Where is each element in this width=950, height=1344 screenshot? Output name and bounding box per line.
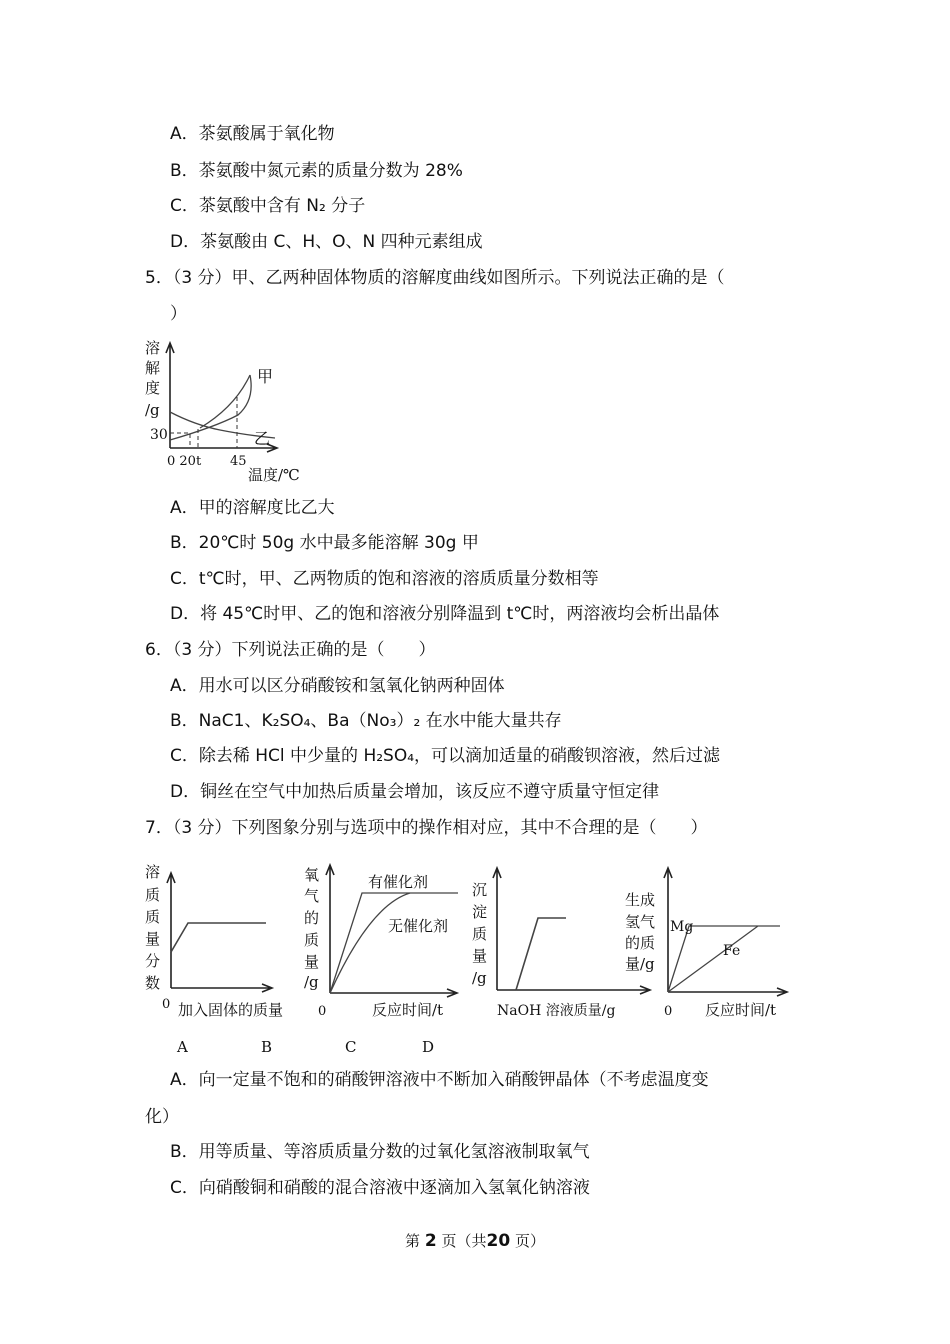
y-label-4: /g [145,401,160,419]
figure-label: 的 [304,909,320,927]
y-label-3: 度 [145,379,161,397]
figure-label: NaOH 溶液质量/g [497,1003,616,1019]
q4-option-d: D．茶氨酸由 C、H、O、N 四种元素组成 [170,232,483,252]
figure-label: 质 [304,931,320,949]
figure-label: 质 [472,925,488,943]
figure-tag-b: B [261,1038,273,1056]
figure-c [345,868,650,1056]
page-number: 2 [424,1231,437,1251]
q5-option-a: A．甲的溶解度比乙大 [170,498,335,518]
series-yi: 乙 [254,429,271,448]
figure-label: 的质 [625,934,656,952]
figure-label: 数 [145,974,161,992]
figure-label: 第 [405,1232,421,1250]
q7-option-a-cont: 化） [145,1107,179,1127]
figure-label: 0 [318,1004,327,1019]
figure-label: 量 [472,947,488,965]
figure-label: 反应时间/t [705,1001,777,1019]
y-tick-30: 30 [150,427,168,443]
figure-label: 量/g [625,955,655,973]
figure-label: 量 [145,930,161,948]
q4-option-b: B．茶氨酸中氮元素的质量分数为 28% [170,161,463,181]
q5-stem: 5．（3 分）甲、乙两种固体物质的溶解度曲线如图所示。下列说法正确的是（ [145,268,725,288]
series-jia: 甲 [257,367,274,386]
figure-label: 淀 [472,903,488,921]
figure-a [145,863,283,1056]
figure-tag-c: C [345,1038,357,1056]
figure-label: 质 [145,886,161,904]
figure-label: 有催化剂 [368,873,429,891]
figure-label: 气 [304,887,320,905]
figure-label: /g [472,969,487,987]
q6-stem: 6．（3 分）下列说法正确的是（ ） [145,640,436,660]
q5-option-b: B．20℃时 50g 水中最多能溶解 30g 甲 [170,533,479,553]
figure-label: 分 [145,952,161,970]
figure-label: Fe [723,943,741,959]
figure-tag-d: D [422,1038,435,1056]
figure-label: 氧 [304,866,320,884]
q7-option-a: A．向一定量不饱和的硝酸钾溶液中不断加入硝酸钾晶体（不考虑温度变 [170,1070,709,1090]
figure-label: 无催化剂 [388,917,449,935]
y-label-2: 解 [145,359,161,377]
x-ticks: 0 20t [167,454,202,469]
q6-option-a: A．用水可以区分硝酸铵和氢氧化钠两种固体 [170,676,505,696]
q4-option-a: A．茶氨酸属于氧化物 [170,124,335,144]
figure-label: 生成 [625,891,656,909]
x-label: 温度/℃ [248,466,300,484]
figure-label: 页（共 [441,1232,487,1250]
curve-jia [170,375,251,440]
q7-option-c: C．向硝酸铜和硝酸的混合溶液中逐滴加入氢氧化钠溶液 [170,1178,590,1198]
figure-label: 反应时间/t [372,1001,444,1019]
q6-option-b: B．NaC1、K₂SO₄、Ba（No₃）₂ 在水中能大量共存 [170,711,562,731]
figure-label: 沉 [472,881,488,899]
figure-label: 加入固体的质量 [178,1001,284,1019]
figure-tag-a: A [177,1038,188,1056]
q6-option-d: D．铜丝在空气中加热后质量会增加，该反应不遵守质量守恒定律 [170,782,660,802]
figure-label: Mg [670,919,694,935]
figure-label: /g [304,973,319,991]
q6-option-c: C．除去稀 HCl 中少量的 H₂SO₄，可以滴加适量的硝酸钡溶液，然后过滤 [170,746,721,766]
q5-option-c: C．t℃时，甲、乙两物质的饱和溶液的溶质质量分数相等 [170,569,599,589]
q7-option-b: B．用等质量、等溶质质量分数的过氧化氢溶液制取氧气 [170,1142,590,1162]
q5-stem-cont: ） [170,304,187,324]
figure-label: 氢气 [625,913,656,931]
q7-stem: 7．（3 分）下列图象分别与选项中的操作相对应，其中不合理的是（ ） [145,818,708,838]
curve-jia-upper [200,375,250,428]
figure-label: 0 [664,1004,673,1019]
x-tick-45: 45 [230,454,247,469]
figure-label: 溶 [145,863,161,881]
q5-option-d: D．将 45℃时甲、乙的饱和溶液分别降温到 t℃时，两溶液均会析出晶体 [170,604,720,624]
page-footer [0,1230,950,1251]
figure-label: 0 [162,997,171,1012]
figure-label: 页） [514,1232,545,1250]
y-label-1: 溶 [145,339,161,357]
page-total: 20 [486,1231,511,1251]
q4-option-c: C．茶氨酸中含有 N₂ 分子 [170,196,366,216]
figure-label: 质 [145,908,161,926]
figure-b [261,865,458,1056]
solubility-chart [140,335,320,485]
figure-label: 量 [304,953,320,971]
q7-figures [140,855,790,1060]
